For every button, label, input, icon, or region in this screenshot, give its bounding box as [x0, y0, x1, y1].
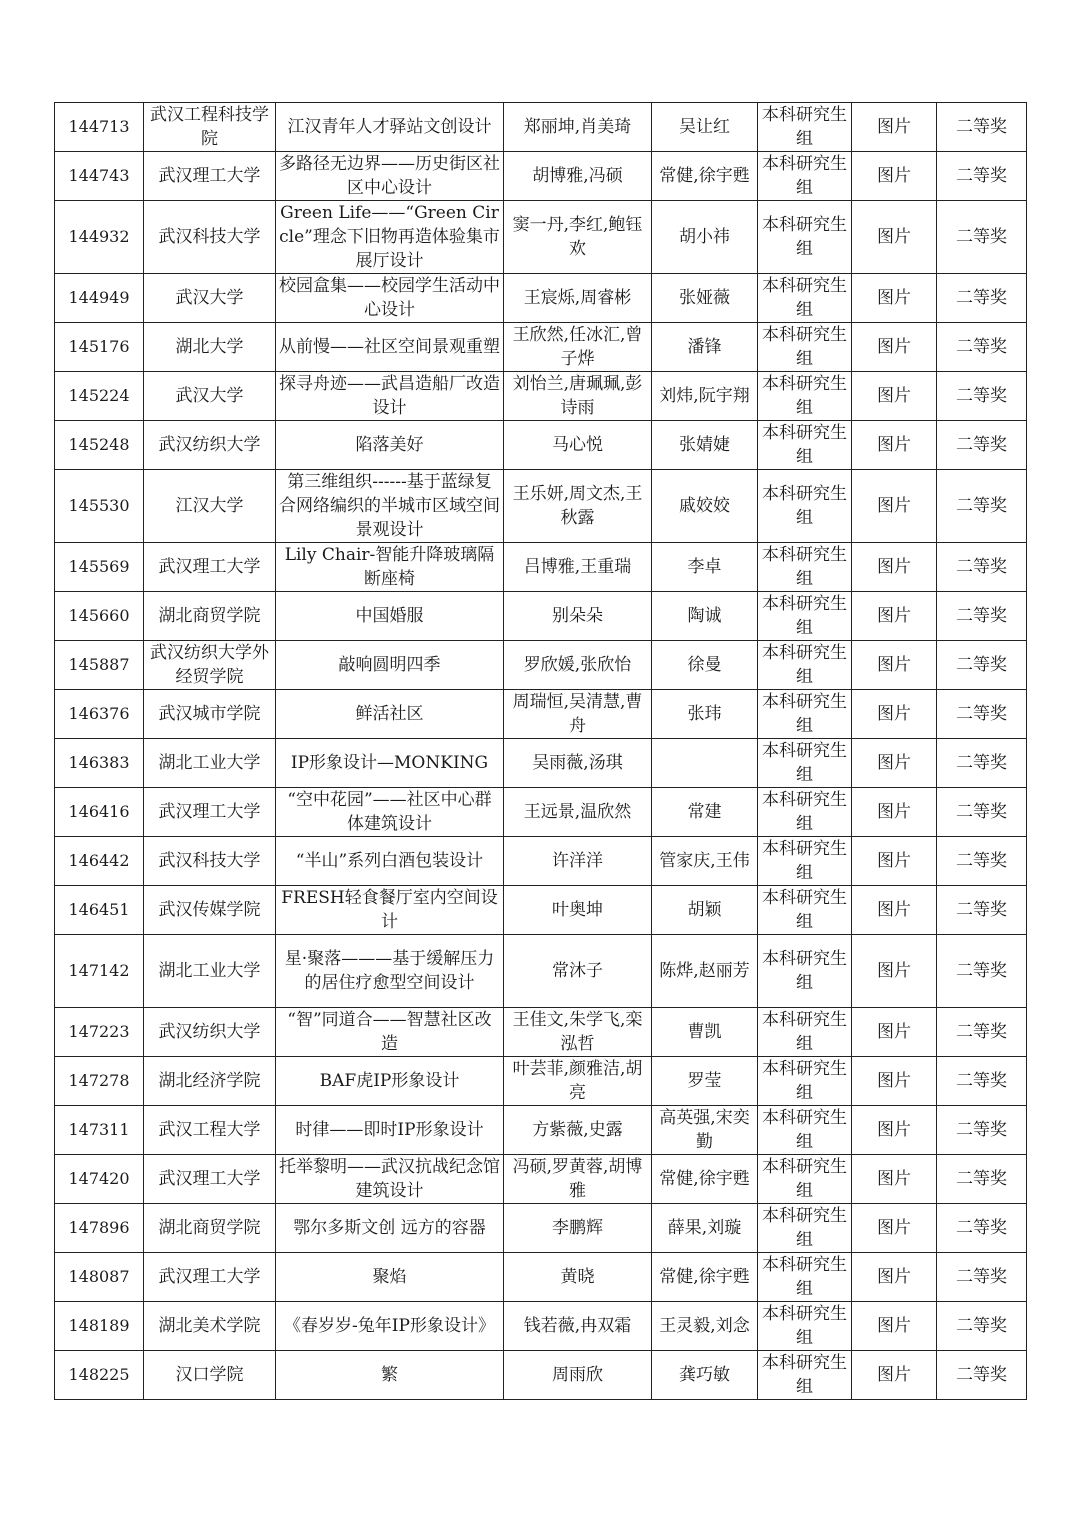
advisor-cell: 王灵毅,刘念 [652, 1302, 758, 1351]
category-cell: 图片 [852, 323, 937, 372]
award-cell: 二等奖 [937, 690, 1027, 739]
award-cell: 二等奖 [937, 201, 1027, 274]
school-cell: 湖北商贸学院 [144, 592, 276, 641]
advisor-cell: 常健,徐宇甦 [652, 152, 758, 201]
authors-cell: 王乐妍,周文杰,王秋露 [504, 470, 652, 543]
advisor-cell: 龚巧敏 [652, 1351, 758, 1400]
authors-cell: 吕博雅,王重瑞 [504, 543, 652, 592]
group-cell: 本科研究生组 [758, 103, 852, 152]
work-title-cell: 探寻舟迹——武昌造船厂改造设计 [276, 372, 504, 421]
table-row [55, 103, 1027, 152]
work-title-cell: 校园盒集——校园学生活动中心设计 [276, 274, 504, 323]
authors-cell: 许洋洋 [504, 837, 652, 886]
group-cell: 本科研究生组 [758, 690, 852, 739]
award-cell: 二等奖 [937, 1204, 1027, 1253]
entry-id-cell: 147311 [55, 1106, 144, 1155]
entry-id-cell: 144949 [55, 274, 144, 323]
authors-cell: 别朵朵 [504, 592, 652, 641]
category-cell: 图片 [852, 592, 937, 641]
award-cell: 二等奖 [937, 592, 1027, 641]
category-cell: 图片 [852, 935, 937, 1008]
entry-id-cell: 145176 [55, 323, 144, 372]
advisor-cell: 李卓 [652, 543, 758, 592]
entry-id-cell: 148189 [55, 1302, 144, 1351]
award-cell: 二等奖 [937, 323, 1027, 372]
school-cell: 武汉传媒学院 [144, 886, 276, 935]
entry-id-cell: 146383 [55, 739, 144, 788]
entry-id-cell: 144743 [55, 152, 144, 201]
group-cell: 本科研究生组 [758, 592, 852, 641]
work-title-cell: 陷落美好 [276, 421, 504, 470]
group-cell: 本科研究生组 [758, 837, 852, 886]
group-cell: 本科研究生组 [758, 641, 852, 690]
entry-id-cell: 145660 [55, 592, 144, 641]
authors-cell: 刘怡兰,唐珮珮,彭诗雨 [504, 372, 652, 421]
group-cell: 本科研究生组 [758, 372, 852, 421]
advisor-cell: 戚姣姣 [652, 470, 758, 543]
authors-cell: 王宸烁,周睿彬 [504, 274, 652, 323]
category-cell: 图片 [852, 1057, 937, 1106]
group-cell: 本科研究生组 [758, 470, 852, 543]
entry-id-cell: 147223 [55, 1008, 144, 1057]
authors-cell: 吴雨薇,汤琪 [504, 739, 652, 788]
award-cell: 二等奖 [937, 274, 1027, 323]
entry-id-cell: 147142 [55, 935, 144, 1008]
work-title-cell: “空中花园”——社区中心群体建筑设计 [276, 788, 504, 837]
award-cell: 二等奖 [937, 641, 1027, 690]
group-cell: 本科研究生组 [758, 739, 852, 788]
authors-cell: 钱若薇,冉双霜 [504, 1302, 652, 1351]
award-cell: 二等奖 [937, 152, 1027, 201]
authors-cell: 叶奥坤 [504, 886, 652, 935]
work-title-cell: 多路径无边界——历史街区社区中心设计 [276, 152, 504, 201]
group-cell: 本科研究生组 [758, 421, 852, 470]
entry-id-cell: 147420 [55, 1155, 144, 1204]
work-title-cell: Green Life——“Green Circle”理念下旧物再造体验集市展厅设计 [276, 201, 504, 274]
advisor-cell: 罗莹 [652, 1057, 758, 1106]
table-row [55, 323, 1027, 372]
school-cell: 武汉纺织大学外经贸学院 [144, 641, 276, 690]
table-row [55, 1106, 1027, 1155]
category-cell: 图片 [852, 372, 937, 421]
category-cell: 图片 [852, 1008, 937, 1057]
work-title-cell: 中国婚服 [276, 592, 504, 641]
work-title-cell: 托举黎明——武汉抗战纪念馆建筑设计 [276, 1155, 504, 1204]
advisor-cell: 管家庆,王伟 [652, 837, 758, 886]
advisor-cell: 吴让红 [652, 103, 758, 152]
awards-table [54, 102, 1027, 1400]
table-row [55, 152, 1027, 201]
category-cell: 图片 [852, 421, 937, 470]
table-row [55, 1204, 1027, 1253]
award-cell: 二等奖 [937, 103, 1027, 152]
award-cell: 二等奖 [937, 421, 1027, 470]
entry-id-cell: 145224 [55, 372, 144, 421]
category-cell: 图片 [852, 274, 937, 323]
table-row [55, 201, 1027, 274]
category-cell: 图片 [852, 1253, 937, 1302]
advisor-cell [652, 739, 758, 788]
table-row [55, 1351, 1027, 1400]
category-cell: 图片 [852, 201, 937, 274]
authors-cell: 王远景,温欣然 [504, 788, 652, 837]
group-cell: 本科研究生组 [758, 543, 852, 592]
award-cell: 二等奖 [937, 470, 1027, 543]
work-title-cell: 繁 [276, 1351, 504, 1400]
authors-cell: 郑丽坤,肖美琦 [504, 103, 652, 152]
work-title-cell: 《春岁岁-兔年IP形象设计》 [276, 1302, 504, 1351]
category-cell: 图片 [852, 1351, 937, 1400]
school-cell: 武汉工程大学 [144, 1106, 276, 1155]
group-cell: 本科研究生组 [758, 1155, 852, 1204]
school-cell: 武汉理工大学 [144, 1253, 276, 1302]
entry-id-cell: 147896 [55, 1204, 144, 1253]
award-cell: 二等奖 [937, 886, 1027, 935]
entry-id-cell: 145887 [55, 641, 144, 690]
advisor-cell: 胡颖 [652, 886, 758, 935]
table-row [55, 788, 1027, 837]
work-title-cell: 时律——即时IP形象设计 [276, 1106, 504, 1155]
award-cell: 二等奖 [937, 1057, 1027, 1106]
school-cell: 武汉理工大学 [144, 788, 276, 837]
work-title-cell: FRESH轻食餐厅室内空间设计 [276, 886, 504, 935]
group-cell: 本科研究生组 [758, 1204, 852, 1253]
advisor-cell: 张婧婕 [652, 421, 758, 470]
category-cell: 图片 [852, 641, 937, 690]
group-cell: 本科研究生组 [758, 935, 852, 1008]
work-title-cell: 从前慢——社区空间景观重塑 [276, 323, 504, 372]
entry-id-cell: 148087 [55, 1253, 144, 1302]
category-cell: 图片 [852, 470, 937, 543]
table-row [55, 935, 1027, 1008]
group-cell: 本科研究生组 [758, 1106, 852, 1155]
table-row [55, 886, 1027, 935]
school-cell: 武汉科技大学 [144, 201, 276, 274]
entry-id-cell: 145248 [55, 421, 144, 470]
table-row [55, 592, 1027, 641]
authors-cell: 王欣然,任冰汇,曾子烨 [504, 323, 652, 372]
category-cell: 图片 [852, 690, 937, 739]
work-title-cell: 鲜活社区 [276, 690, 504, 739]
school-cell: 湖北工业大学 [144, 935, 276, 1008]
school-cell: 武汉大学 [144, 274, 276, 323]
authors-cell: 叶芸菲,颜雅洁,胡亮 [504, 1057, 652, 1106]
group-cell: 本科研究生组 [758, 274, 852, 323]
advisor-cell: 常健,徐宇甦 [652, 1155, 758, 1204]
school-cell: 武汉纺织大学 [144, 421, 276, 470]
authors-cell: 周雨欣 [504, 1351, 652, 1400]
work-title-cell: 聚焰 [276, 1253, 504, 1302]
award-cell: 二等奖 [937, 1155, 1027, 1204]
school-cell: 武汉理工大学 [144, 543, 276, 592]
group-cell: 本科研究生组 [758, 152, 852, 201]
school-cell: 湖北大学 [144, 323, 276, 372]
category-cell: 图片 [852, 739, 937, 788]
awards-table-body [55, 103, 1027, 1400]
advisor-cell: 陈烨,赵丽芳 [652, 935, 758, 1008]
school-cell: 湖北经济学院 [144, 1057, 276, 1106]
school-cell: 武汉纺织大学 [144, 1008, 276, 1057]
award-cell: 二等奖 [937, 1008, 1027, 1057]
table-row [55, 690, 1027, 739]
group-cell: 本科研究生组 [758, 1253, 852, 1302]
category-cell: 图片 [852, 886, 937, 935]
award-cell: 二等奖 [937, 1351, 1027, 1400]
school-cell: 汉口学院 [144, 1351, 276, 1400]
entry-id-cell: 148225 [55, 1351, 144, 1400]
work-title-cell: 星·聚落———基于缓解压力的居住疗愈型空间设计 [276, 935, 504, 1008]
advisor-cell: 高英强,宋奕勤 [652, 1106, 758, 1155]
authors-cell: 王佳文,朱学飞,栾泓哲 [504, 1008, 652, 1057]
award-cell: 二等奖 [937, 935, 1027, 1008]
table-row [55, 1253, 1027, 1302]
award-cell: 二等奖 [937, 1302, 1027, 1351]
school-cell: 江汉大学 [144, 470, 276, 543]
table-row [55, 543, 1027, 592]
work-title-cell: 江汉青年人才驿站文创设计 [276, 103, 504, 152]
entry-id-cell: 146416 [55, 788, 144, 837]
category-cell: 图片 [852, 837, 937, 886]
work-title-cell: “半山”系列白酒包装设计 [276, 837, 504, 886]
category-cell: 图片 [852, 1302, 937, 1351]
entry-id-cell: 144713 [55, 103, 144, 152]
entry-id-cell: 146451 [55, 886, 144, 935]
work-title-cell: 鄂尔多斯文创 远方的容器 [276, 1204, 504, 1253]
authors-cell: 黄晓 [504, 1253, 652, 1302]
award-cell: 二等奖 [937, 372, 1027, 421]
school-cell: 武汉大学 [144, 372, 276, 421]
advisor-cell: 常建 [652, 788, 758, 837]
category-cell: 图片 [852, 103, 937, 152]
table-row [55, 1057, 1027, 1106]
school-cell: 湖北商贸学院 [144, 1204, 276, 1253]
group-cell: 本科研究生组 [758, 1351, 852, 1400]
work-title-cell: 第三维组织------基于蓝绿复合网络编织的半城市区域空间景观设计 [276, 470, 504, 543]
advisor-cell: 张娅薇 [652, 274, 758, 323]
advisor-cell: 薛果,刘璇 [652, 1204, 758, 1253]
table-row [55, 1302, 1027, 1351]
advisor-cell: 潘锋 [652, 323, 758, 372]
award-cell: 二等奖 [937, 543, 1027, 592]
advisor-cell: 陶诚 [652, 592, 758, 641]
category-cell: 图片 [852, 788, 937, 837]
authors-cell: 方紫薇,史露 [504, 1106, 652, 1155]
school-cell: 武汉城市学院 [144, 690, 276, 739]
category-cell: 图片 [852, 543, 937, 592]
work-title-cell: IP形象设计—MONKING [276, 739, 504, 788]
authors-cell: 冯硕,罗黄蓉,胡博雅 [504, 1155, 652, 1204]
advisor-cell: 胡小祎 [652, 201, 758, 274]
category-cell: 图片 [852, 1106, 937, 1155]
entry-id-cell: 145530 [55, 470, 144, 543]
work-title-cell: Lily Chair-智能升降玻璃隔断座椅 [276, 543, 504, 592]
advisor-cell: 常健,徐宇甦 [652, 1253, 758, 1302]
group-cell: 本科研究生组 [758, 1008, 852, 1057]
award-cell: 二等奖 [937, 837, 1027, 886]
school-cell: 武汉理工大学 [144, 152, 276, 201]
authors-cell: 马心悦 [504, 421, 652, 470]
school-cell: 武汉理工大学 [144, 1155, 276, 1204]
authors-cell: 李鹏辉 [504, 1204, 652, 1253]
award-cell: 二等奖 [937, 1106, 1027, 1155]
category-cell: 图片 [852, 1155, 937, 1204]
advisor-cell: 刘炜,阮宇翔 [652, 372, 758, 421]
work-title-cell: “智”同道合——智慧社区改造 [276, 1008, 504, 1057]
entry-id-cell: 146376 [55, 690, 144, 739]
table-row [55, 641, 1027, 690]
advisor-cell: 张玮 [652, 690, 758, 739]
category-cell: 图片 [852, 152, 937, 201]
table-row [55, 1008, 1027, 1057]
category-cell: 图片 [852, 1204, 937, 1253]
table-row [55, 470, 1027, 543]
award-cell: 二等奖 [937, 788, 1027, 837]
award-cell: 二等奖 [937, 1253, 1027, 1302]
table-row [55, 1155, 1027, 1204]
group-cell: 本科研究生组 [758, 201, 852, 274]
authors-cell: 窦一丹,李红,鲍钰欢 [504, 201, 652, 274]
group-cell: 本科研究生组 [758, 886, 852, 935]
work-title-cell: 敲响圆明四季 [276, 641, 504, 690]
table-row [55, 837, 1027, 886]
school-cell: 湖北工业大学 [144, 739, 276, 788]
award-cell: 二等奖 [937, 739, 1027, 788]
advisor-cell: 曹凯 [652, 1008, 758, 1057]
entry-id-cell: 145569 [55, 543, 144, 592]
entry-id-cell: 146442 [55, 837, 144, 886]
work-title-cell: BAF虎IP形象设计 [276, 1057, 504, 1106]
authors-cell: 胡博雅,冯硕 [504, 152, 652, 201]
authors-cell: 罗欣媛,张欣怡 [504, 641, 652, 690]
entry-id-cell: 144932 [55, 201, 144, 274]
authors-cell: 周瑞恒,吴清慧,曹舟 [504, 690, 652, 739]
authors-cell: 常沐子 [504, 935, 652, 1008]
group-cell: 本科研究生组 [758, 788, 852, 837]
entry-id-cell: 147278 [55, 1057, 144, 1106]
table-row [55, 421, 1027, 470]
table-row [55, 372, 1027, 421]
advisor-cell: 徐曼 [652, 641, 758, 690]
group-cell: 本科研究生组 [758, 323, 852, 372]
school-cell: 湖北美术学院 [144, 1302, 276, 1351]
group-cell: 本科研究生组 [758, 1302, 852, 1351]
school-cell: 武汉科技大学 [144, 837, 276, 886]
group-cell: 本科研究生组 [758, 1057, 852, 1106]
table-row [55, 739, 1027, 788]
school-cell: 武汉工程科技学院 [144, 103, 276, 152]
table-row [55, 274, 1027, 323]
